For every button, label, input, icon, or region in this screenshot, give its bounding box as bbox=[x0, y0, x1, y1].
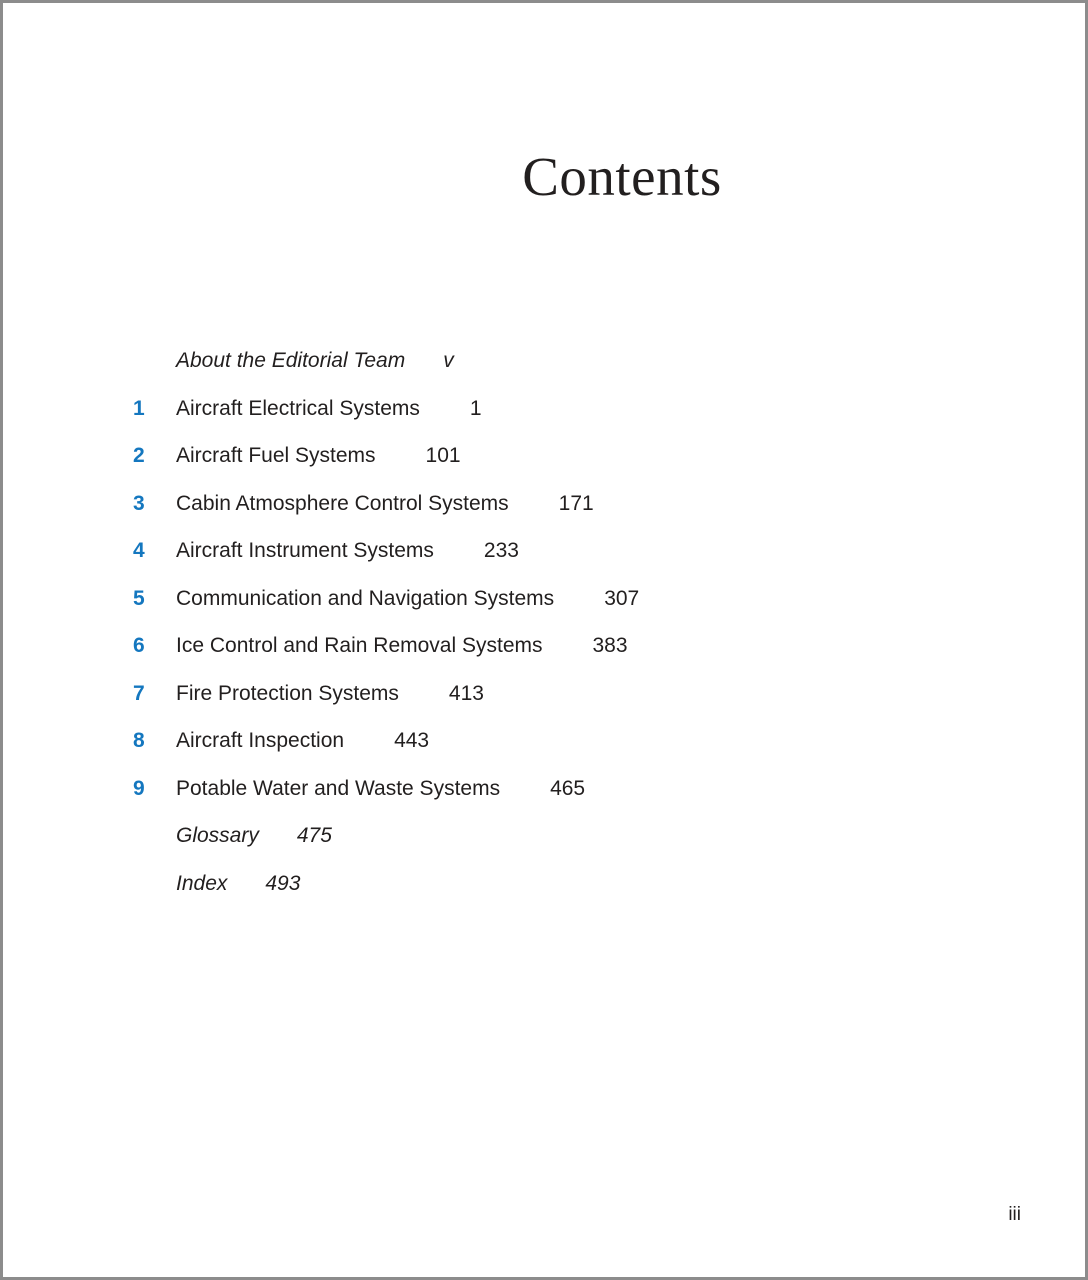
toc-entry bbox=[133, 575, 1045, 623]
chapter-number: 1 bbox=[133, 396, 145, 420]
chapter-number: 9 bbox=[133, 776, 145, 800]
entry-page-number: 413 bbox=[448, 681, 484, 705]
entry-title: Fire Protection Systems bbox=[176, 681, 399, 705]
entry-page-number: 233 bbox=[483, 539, 519, 562]
toc-entry bbox=[133, 385, 1045, 433]
toc-entry bbox=[133, 480, 1045, 528]
entry-title: Cabin Atmosphere Control Systems bbox=[176, 491, 509, 515]
chapter-number: 5 bbox=[133, 586, 145, 610]
entry-page-number: 443 bbox=[394, 729, 430, 752]
entry-title: Aircraft Electrical Systems bbox=[176, 396, 420, 420]
folio-page-number: iii bbox=[1008, 1204, 1021, 1225]
entry-title: Potable Water and Waste Systems bbox=[176, 776, 501, 800]
toc-entry bbox=[133, 432, 1045, 480]
toc-entry bbox=[133, 717, 1045, 765]
toc-entry bbox=[133, 670, 1045, 718]
entry-title: Aircraft Inspection bbox=[176, 729, 345, 752]
entry-title: Glossary bbox=[176, 824, 259, 847]
entry-title: Aircraft Fuel Systems bbox=[176, 444, 376, 467]
entry-title: Ice Control and Rain Removal Systems bbox=[176, 634, 543, 657]
entry-title: About the Editorial Team bbox=[176, 349, 406, 372]
entry-page-number: 475 bbox=[296, 824, 332, 847]
table-of-contents bbox=[133, 337, 1045, 907]
entry-page-number: 383 bbox=[592, 634, 628, 657]
toc-entry bbox=[133, 527, 1045, 575]
entry-page-number: 1 bbox=[469, 396, 482, 420]
toc-entry bbox=[133, 337, 1045, 385]
chapter-number: 4 bbox=[133, 539, 145, 562]
page-title: Contents bbox=[522, 146, 722, 207]
toc-entry bbox=[133, 622, 1045, 670]
entry-page-number: 307 bbox=[604, 586, 640, 610]
chapter-number: 7 bbox=[133, 681, 145, 705]
chapter-number: 3 bbox=[133, 491, 145, 515]
entry-title: Communication and Navigation Systems bbox=[176, 586, 555, 610]
chapter-number: 6 bbox=[133, 634, 145, 657]
entry-page-number: v bbox=[443, 349, 454, 372]
entry-page-number: 101 bbox=[425, 444, 461, 467]
toc-entry bbox=[133, 812, 1045, 860]
chapter-number: 2 bbox=[133, 444, 145, 467]
entry-title: Index bbox=[176, 871, 228, 895]
toc-entry bbox=[133, 765, 1045, 813]
entry-title: Aircraft Instrument Systems bbox=[176, 539, 434, 562]
entry-page-number: 465 bbox=[550, 776, 586, 800]
entry-page-number: 171 bbox=[558, 491, 594, 515]
chapter-number: 8 bbox=[133, 729, 145, 752]
entry-page-number: 493 bbox=[265, 871, 301, 895]
toc-entry bbox=[133, 860, 1045, 908]
